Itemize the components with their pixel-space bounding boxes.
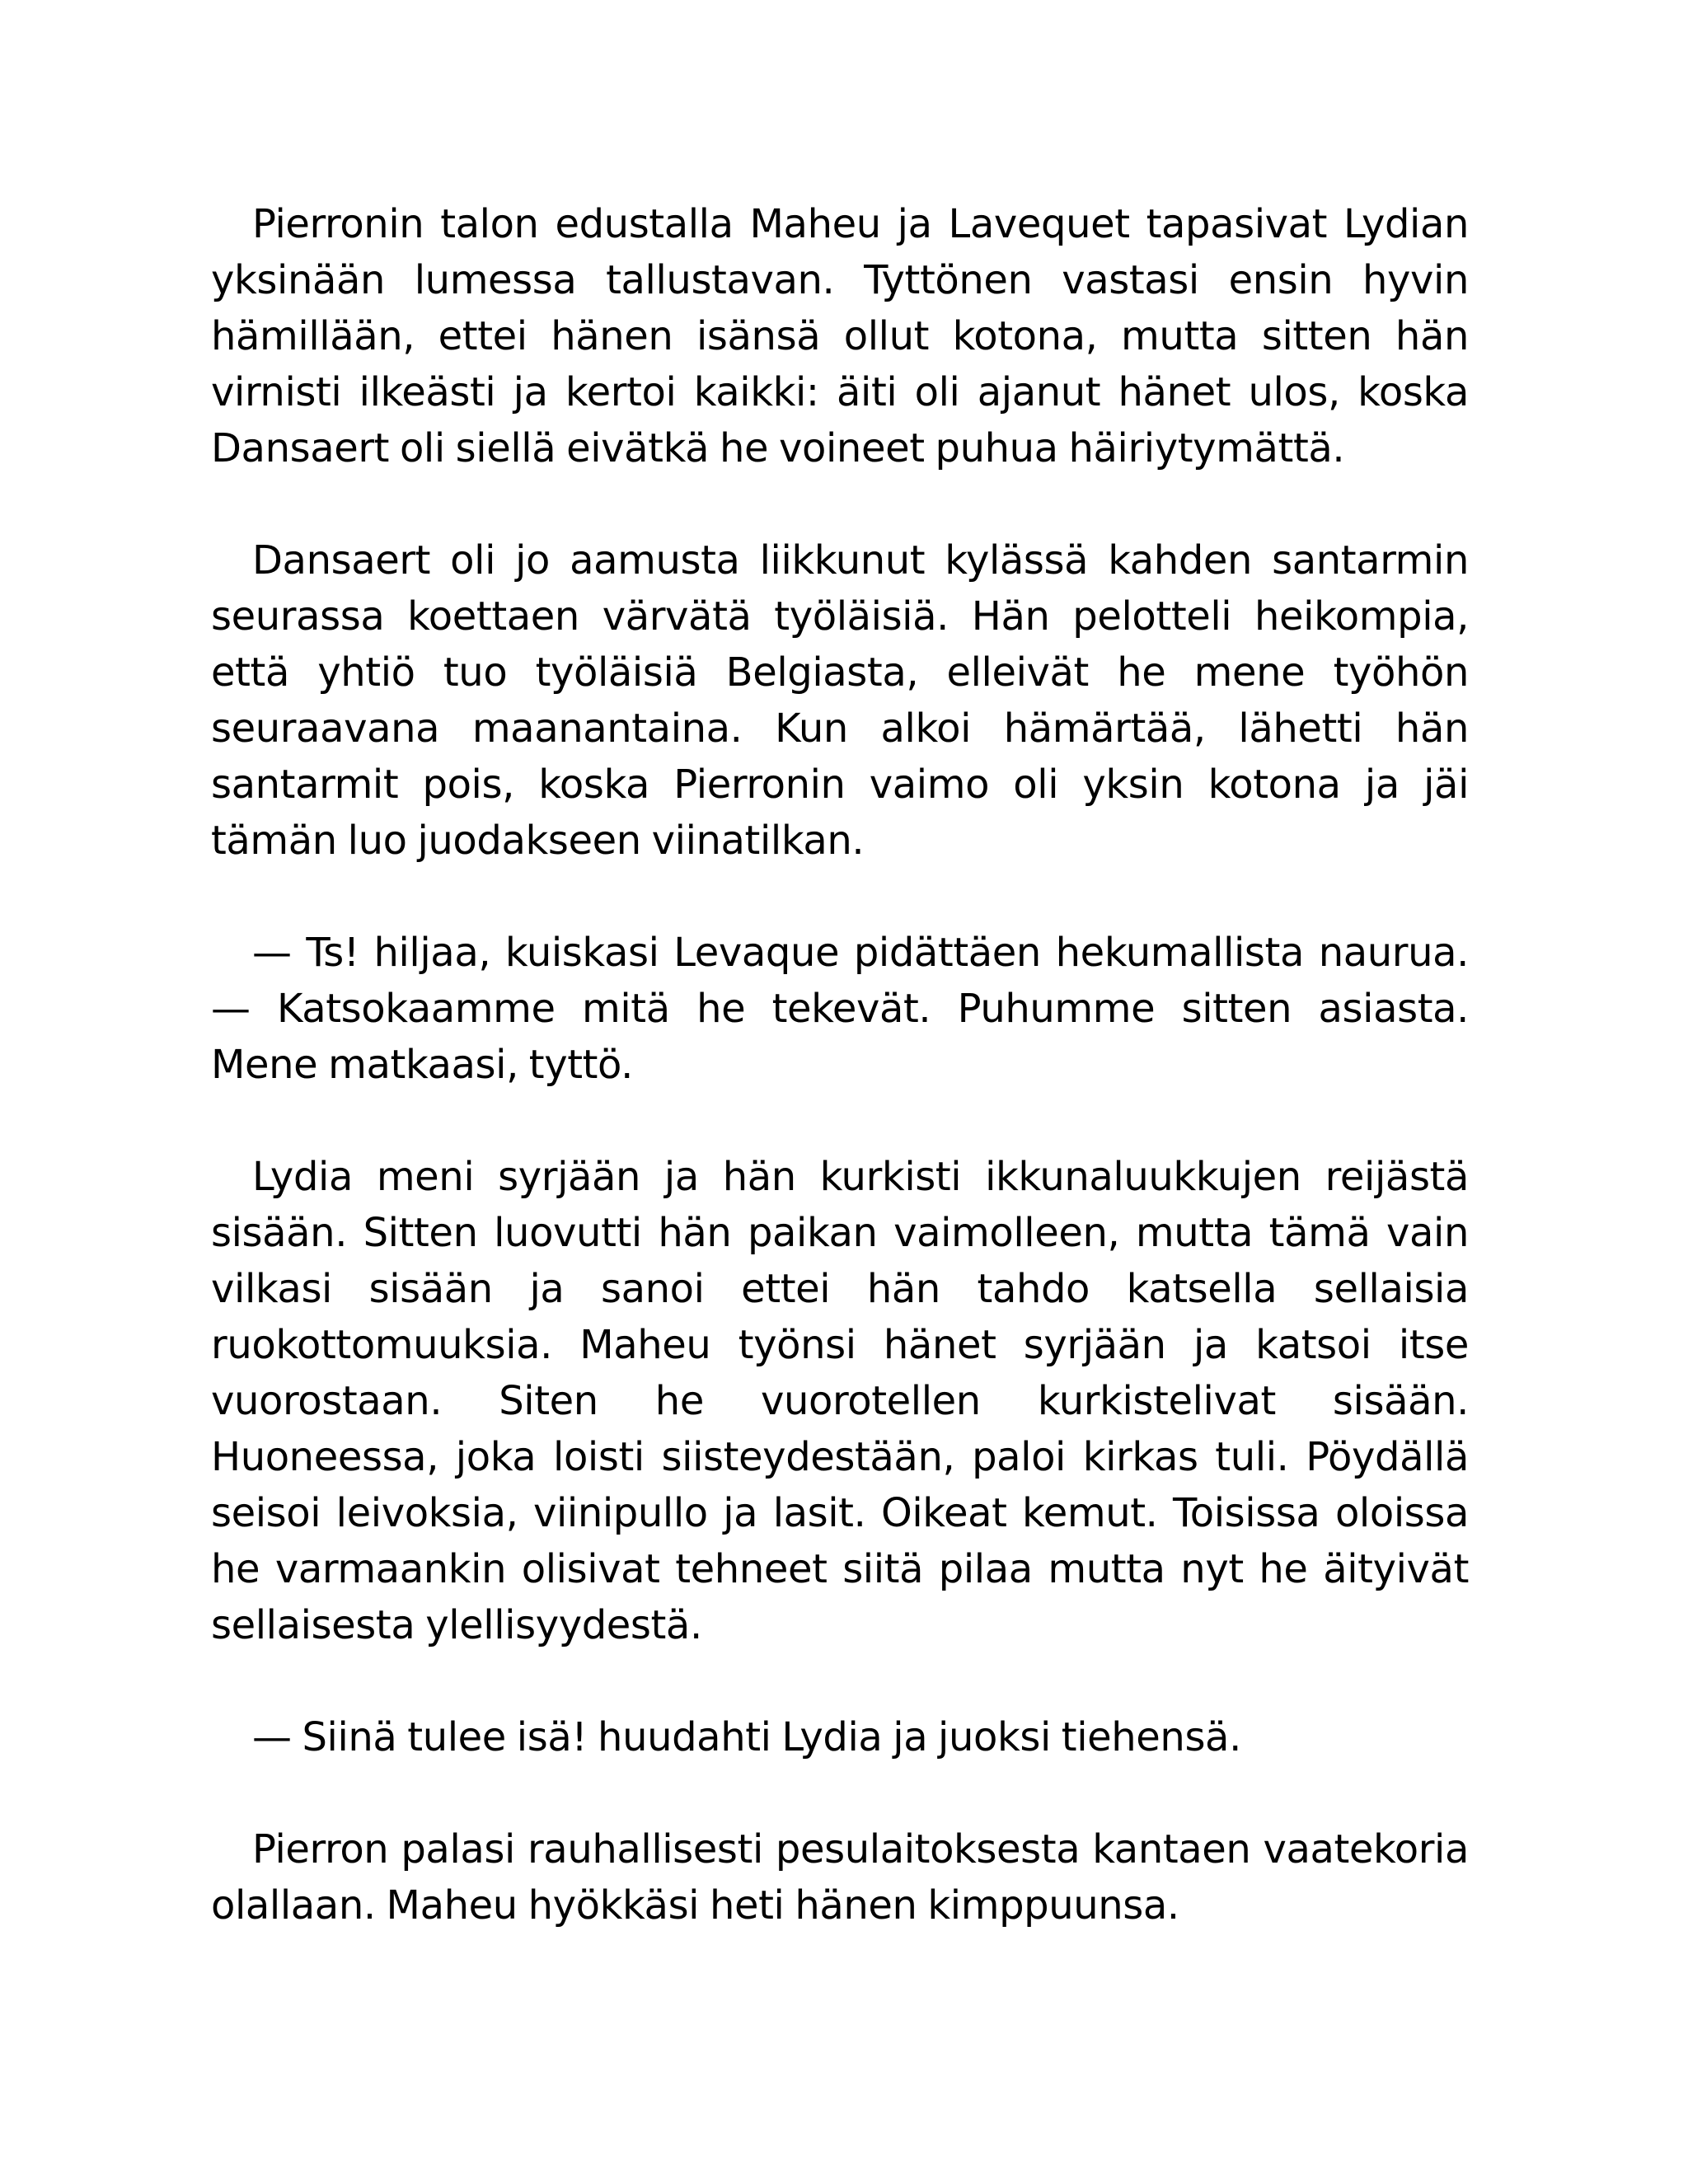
paragraph-3: — Ts! hiljaa, kuiskasi Levaque pidättäen hekumallista naurua. — Katsokaamme mitä he tekevät. Puhumme sitten asiasta. Mene matkaasi, tyttö.: [211, 930, 1469, 1088]
paragraph-2: Dansaert oli jo aamusta liikkunut kylässä kahden santarmin seurassa koettaen värvätä työläisiä. Hän pelotteli heikompia, että yhtiö tuo työläisiä Belgiasta, elleivät he mene työhön seuraavana maanantaina. Kun alkoi hämärtää, lähetti hän santarmit pois, koska Pierronin vaimo oli yksin kotona ja jäi tämän luo juodakseen viinatilkan.: [211, 537, 1469, 864]
paragraph-4: Lydia meni syrjään ja hän kurkisti ikkunaluukkujen reijästä sisään. Sitten luovutti hän paikan vaimolleen, mutta tämä vain vilkasi sisään ja sanoi ettei hän tahdo katsella sellaisia ruokottomuuksia. Maheu työnsi hänet syrjään ja katsoi itse vuorostaan. Siten he vuorotellen kurkistelivat sisään. Huoneessa, joka loisti siisteydestään, paloi kirkas tuli. Pöydällä seisoi leivoksia, viinipullo ja lasit. Oikeat kemut. Toisissa oloissa he varmaankin olisivat tehneet siitä pilaa mutta nyt he äityivät sellaisesta ylellisyydestä.: [211, 1154, 1469, 1648]
paragraph-6: Pierron palasi rauhallisesti pesulaitoksesta kantaen vaatekoria olallaan. Maheu hyökkäsi heti hänen kimppuunsa.: [211, 1826, 1469, 1929]
document-page: [211, 196, 1469, 1990]
paragraph-5: — Siinä tulee isä! huudahti Lydia ja juoksi tiehensä.: [252, 1714, 1241, 1760]
paragraph-1: Pierronin talon edustalla Maheu ja Lavequet tapasivat Lydian yksinään lumessa tallustavan. Tyttönen vastasi ensin hyvin hämillään, ettei hänen isänsä ollut kotona, mutta sitten hän virnisti ilkeästi ja kertoi kaikki: äiti oli ajanut hänet ulos, koska Dansaert oli siellä eivätkä he voineet puhua häiriytymättä.: [211, 201, 1469, 471]
